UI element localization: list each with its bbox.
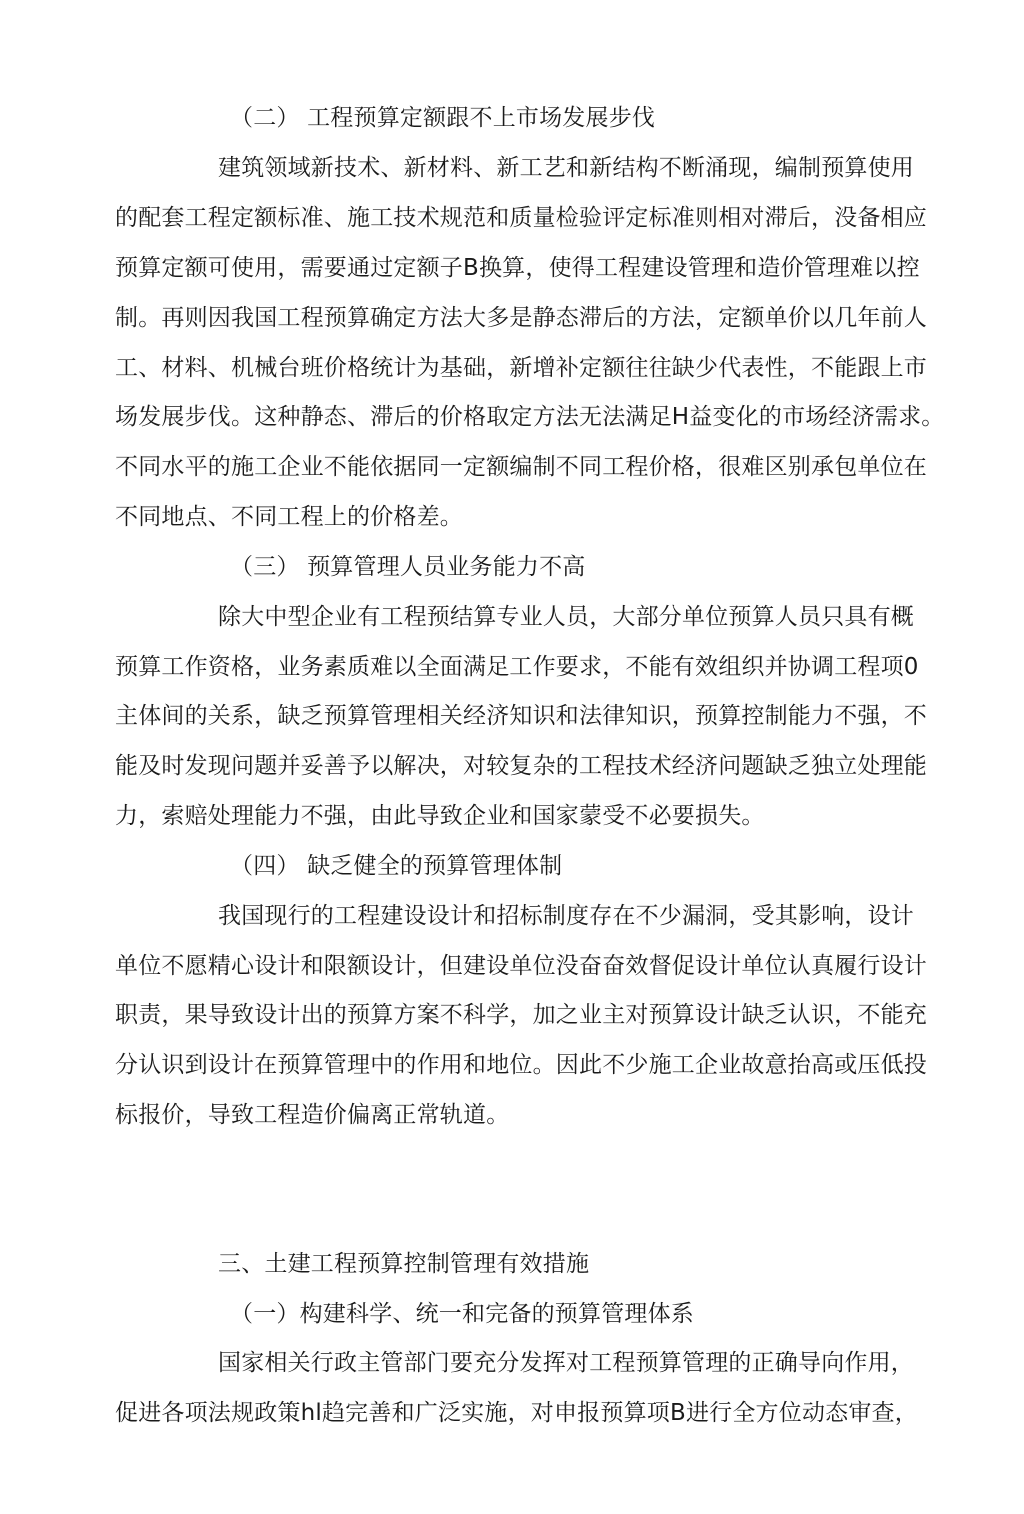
paragraph-line: 制。再则因我国工程预算确定方法大多是静态滞后的方法，定额单价以几年前人 <box>115 305 927 331</box>
paragraph-line: 能及时发现问题并妥善予以解决，对较复杂的工程技术经济问题缺乏独立处理能 <box>115 753 927 779</box>
paragraph-line: 预算定额可使用，需要通过定额子B换算，使得工程建设管理和造价管理难以控 <box>115 255 920 281</box>
paragraph-line: 场发展步伐。这种静态、滞后的价格取定方法无法满足H益变化的市场经济需求。 <box>115 404 945 430</box>
paragraph-line: 主体间的关系，缺乏预算管理相关经济知识和法律知识，预算控制能力不强，不 <box>115 703 927 729</box>
section-heading-1: （一）构建科学、统一和完备的预算管理体系 <box>230 1301 694 1327</box>
section-heading-4: （四） 缺乏健全的预算管理体制 <box>230 853 563 879</box>
paragraph-line: 标报价，导致工程造价偏离正常轨道。 <box>115 1102 510 1128</box>
paragraph-line: 工、材料、机械台班价格统计为基础，新增补定额往往缺少代表性，不能跟上市 <box>115 355 927 381</box>
paragraph-line: 除大中型企业有工程预结算专业人员，大部分单位预算人员只具有概 <box>218 604 914 630</box>
paragraph-line: 建筑领域新技术、新材料、新工艺和新结构不断涌现，编制预算使用 <box>218 155 914 181</box>
section-heading-2: （二） 工程预算定额跟不上市场发展步伐 <box>230 105 656 131</box>
paragraph-line: 国家相关行政主管部门要充分发挥对工程预算管理的正确导向作用， <box>218 1350 914 1376</box>
paragraph-line: 促进各项法规政策hl趋完善和广泛实施，对申报预算项B进行全方位动态审查， <box>115 1400 918 1426</box>
paragraph-line: 预算工作资格，业务素质难以全面满足工作要求，不能有效组织并协调工程项0 <box>115 654 919 680</box>
paragraph-line: 单位不愿精心设计和限额设计，但建设单位没奋奋效督促设计单位认真履行设计 <box>115 953 927 979</box>
paragraph-line: 力，索赔处理能力不强，由此导致企业和国家蒙受不必要损失。 <box>115 803 765 829</box>
paragraph-line: 我国现行的工程建设设计和招标制度存在不少漏洞，受其影响，设计 <box>218 903 914 929</box>
paragraph-line: 职责，果导致设计出的预算方案不科学，加之业主对预算设计缺乏认识，不能充 <box>115 1002 927 1028</box>
chapter-heading-3: 三、土建工程预算控制管理有效措施 <box>218 1251 590 1277</box>
paragraph-line: 分认识到设计在预算管理中的作用和地位。因此不少施工企业故意抬高或压低投 <box>115 1052 927 1078</box>
paragraph-line: 不同水平的施工企业不能依据同一定额编制不同工程价格，很难区别承包单位在 <box>115 454 927 480</box>
paragraph-line: 的配套工程定额标准、施工技术规范和质量检验评定标准则相对滞后，没备相应 <box>115 205 927 231</box>
section-heading-3: （三） 预算管理人员业务能力不高 <box>230 554 586 580</box>
paragraph-line: 不同地点、不同工程上的价格差。 <box>115 504 463 530</box>
